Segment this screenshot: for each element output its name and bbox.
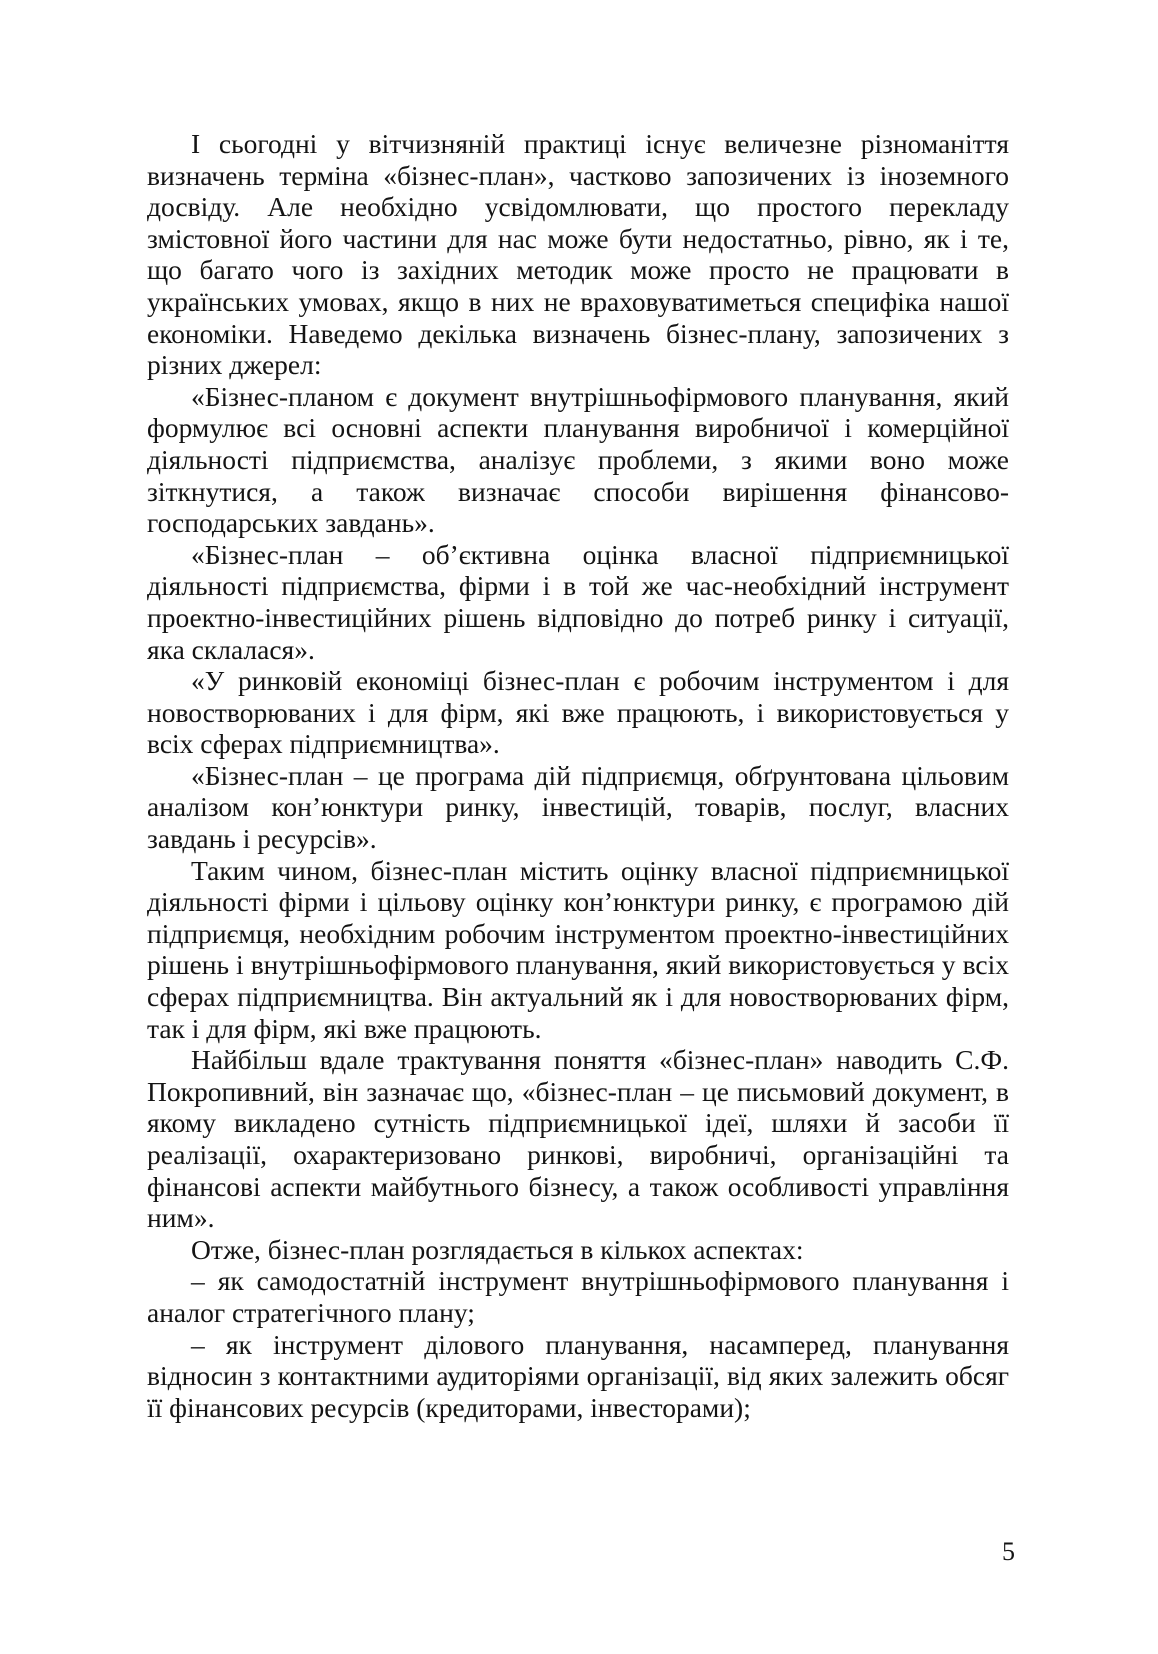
paragraph-quote-4: «Бізнес-план – це програма дій підприємця, обґрунтована цільовим аналізом кон’юнктури ринку, інвестицій, товарів, послуг, власних завдань і ресурсів». [147,759,1009,855]
list-item-aspect-1: – як самодостатній інструмент внутрішньофірмового планування і аналог стратегічного плану; [147,1265,1009,1328]
paragraph-summary: Таким чином, бізнес-план містить оцінку власної підприємницької діяльності фірми і цільову оцінку кон’юнктури ринку, є програмою дій підприємця, необхідним робочим інструментом проектно-інвестиційних рішень і внутрішньофірмового планування, який використовується у всіх сферах підприємництва. Він актуальний як і для новостворюваних фірм, так і для фірм, які вже працюють. [147,854,1009,1044]
paragraph-quote-2: «Бізнес-план – об’єктивна оцінка власної підприємницької діяльності підприємства, фірми і в той же час-необхідний інструмент проектно-інвестиційних рішень відповідно до потреб ринку і ситуації, яка склалася». [147,538,1009,665]
body-text [147,128,1009,1423]
page-number: 5 [1002,1537,1015,1566]
paragraph-aspects-intro: Отже, бізнес-план розглядається в кількох аспектах: [191,1233,804,1265]
paragraph-quote-3: «У ринковій економіці бізнес-план є робочим інструментом і для новостворюваних і для фірм, які вже працюють, і використовується у всіх сферах підприємництва». [147,665,1009,760]
paragraph-pokropyvnyi: Найбільш вдале трактування поняття «бізнес-план» наводить С.Ф. Покропивний, він зазначає що, «бізнес-план – це письмовий документ, в якому викладено сутність підприємницької ідеї, шляхи й засоби її реалізації, охарактеризовано ринкові, виробничі, організаційні та фінансові аспекти майбутнього бізнесу, а також особливості управління ним». [147,1044,1009,1234]
paragraph-intro: І сьогодні у вітчизняній практиці існує величезне різноманіття визначень терміна «бізнес-план», частково запозичених із іноземного досвіду. Але необхідно усвідомлювати, що простого перекладу змістовної його частини для нас може бути недостатньо, рівно, як і те, що багато чого із західних методик може просто не працювати в українських умовах, якщо в них не враховуватиметься специфіка нашої економіки. Наведемо декілька визначень бізнес-плану, запозичених з різних джерел: [147,128,1009,381]
paragraph-quote-1: «Бізнес-планом є документ внутрішньофірмового планування, який формулює всі основні аспекти планування виробничої і комерційної діяльності підприємства, аналізує проблеми, з якими воно може зіткнутися, а також визначає способи вирішення фінансово-господарських завдань». [147,380,1009,539]
list-item-aspect-2: – як інструмент ділового планування, насамперед, планування відносин з контактними аудиторіями організації, від яких залежить обсяг її фінансових ресурсів (кредиторами, інвесторами); [147,1328,1009,1423]
